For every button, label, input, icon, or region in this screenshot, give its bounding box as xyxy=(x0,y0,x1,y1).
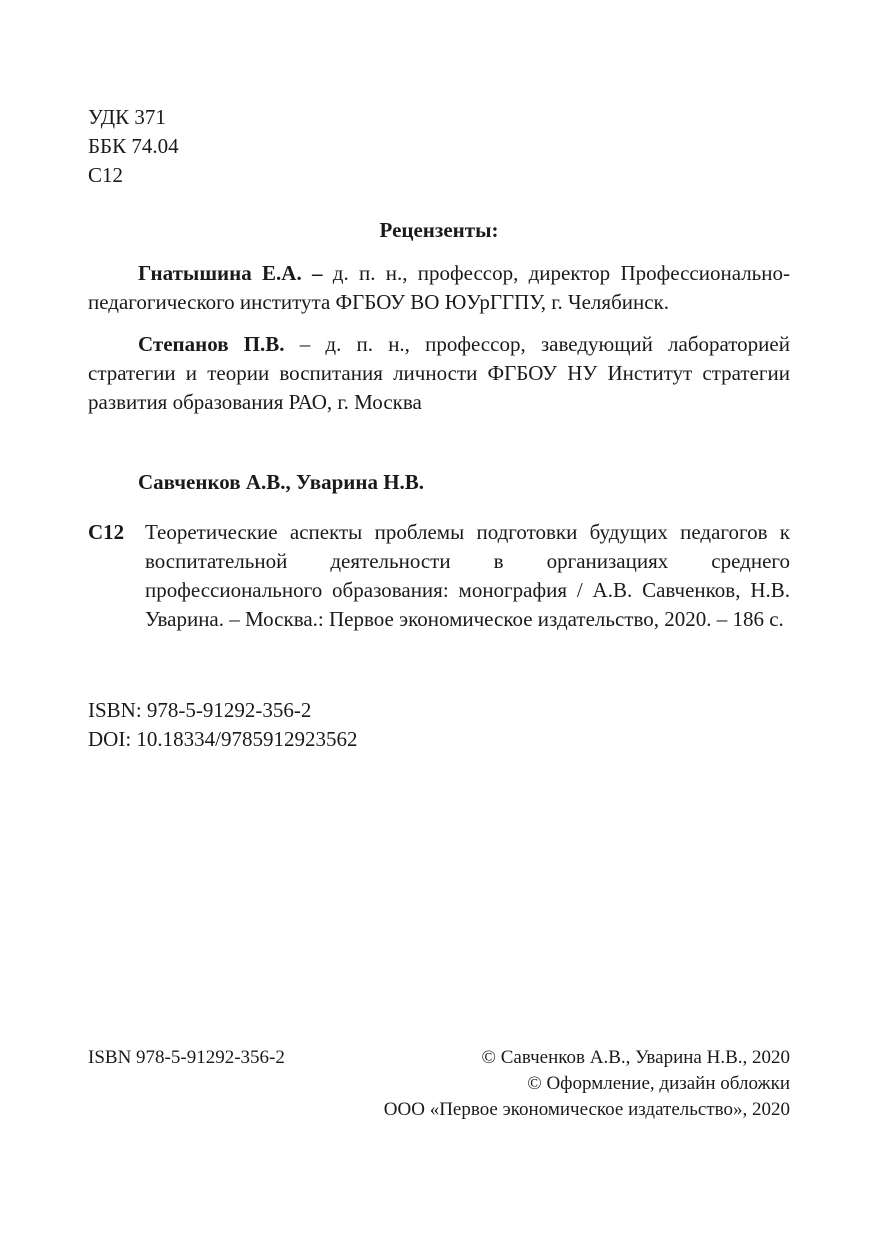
copyright-authors: © Савченков А.В., Уварина Н.В., 2020 xyxy=(481,1047,790,1068)
reviewer-description: д. п. н., профессор, директор Профессионально-педагогического института ФГБОУ ВО ЮУрГГПУ, г. Челябинск. xyxy=(88,261,790,314)
bbk-code: ББК 74.04 xyxy=(88,134,179,158)
doi-line: DOI: 10.18334/9785912923562 xyxy=(88,727,358,751)
author-sign-code: С12 xyxy=(88,163,124,187)
isbn-line: ISBN: 978-5-91292-356-2 xyxy=(88,698,312,722)
reviewer-entry xyxy=(88,330,790,417)
reviewer-name: Гнатышина Е.А. – xyxy=(138,261,323,285)
reviewer-entry xyxy=(88,259,790,317)
authors-line: Савченков А.В., Уварина Н.В. xyxy=(138,470,425,494)
reviewer-description: – д. п. н., профессор, заведующий лабораторией стратегии и теории воспитания личности ФГБОУ НУ Институт стратегии развития образования РАО, г. Москва xyxy=(88,332,790,414)
copyright-design: © Оформление, дизайн обложки xyxy=(527,1073,790,1094)
udk-code: УДК 371 xyxy=(88,105,166,129)
copyright-block xyxy=(384,1045,790,1123)
reviewer-name: Степанов П.В. xyxy=(138,332,285,356)
reviewers-heading: Рецензенты: xyxy=(379,218,499,242)
imprint-page xyxy=(88,103,790,754)
bibliographic-code: С12 xyxy=(88,520,125,544)
bibliographic-text: Теоретические аспекты проблемы подготовки будущих педагогов к воспитательной деятельности в организациях среднего профессионального образования: монография / А.В. Савченков, Н.В. Уварина. – Москва.: Первое экономическое издательство, 2020. – 186 с. xyxy=(145,520,790,631)
copyright-publisher: ООО «Первое экономическое издательство», 2020 xyxy=(383,1099,790,1120)
bibliographic-description xyxy=(88,518,790,634)
identifiers-block xyxy=(88,696,790,754)
classification-block xyxy=(88,103,790,190)
footer-isbn: ISBN 978-5-91292-356-2 xyxy=(88,1047,285,1068)
